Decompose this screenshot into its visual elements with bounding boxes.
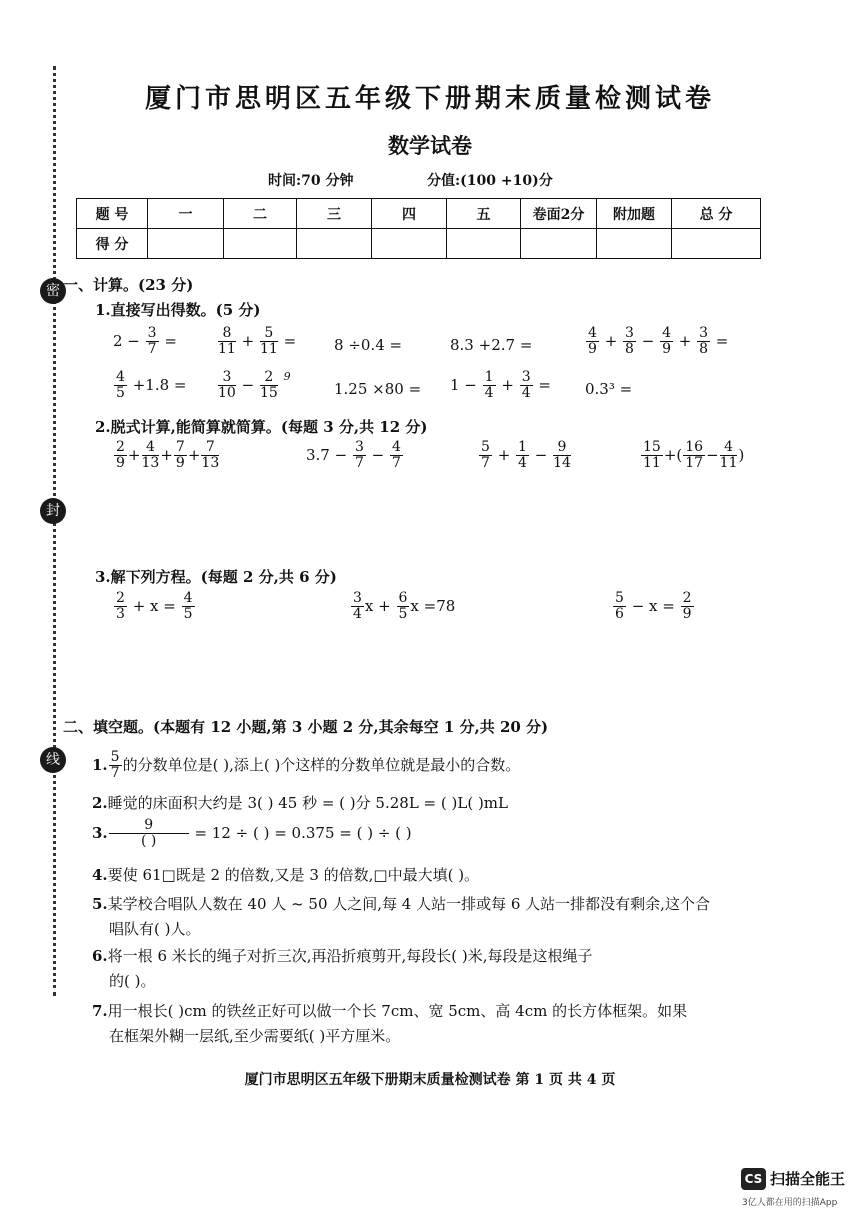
binding-dotted-line: [53, 66, 56, 996]
question-text: 睡觉的床面积大约是 3( ) 45 秒 = ( )分 5.28L = ( )L( )mL: [107, 794, 508, 812]
numerator: 2: [682, 590, 692, 606]
fraction: [146, 326, 159, 358]
question-number: 3.: [92, 823, 108, 842]
fraction: [681, 591, 694, 623]
fill-question-2: [92, 792, 508, 813]
math-text: x =78: [410, 596, 456, 615]
section-heading: 二、填空题。(本题有 12 小题,第 3 小题 2 分,其余每空 1 分,共 20 分): [63, 718, 549, 736]
fraction: [174, 440, 187, 472]
camscanner-logo-icon: CS: [741, 1168, 766, 1190]
question-text-continued: 唱队有( )人。: [109, 920, 201, 938]
table-cell: 一: [148, 199, 224, 229]
fraction: [483, 370, 496, 402]
exam-score: 分值:(100 +10)分: [427, 173, 553, 189]
math-item: [217, 326, 296, 358]
score-input-cell[interactable]: [672, 229, 761, 259]
numerator: 4: [392, 439, 401, 455]
numerator: 4: [116, 369, 125, 385]
math-item: 8.3 +2.7 =: [450, 336, 533, 354]
math-text: =: [715, 331, 729, 350]
fraction: [109, 750, 122, 782]
seal-xian: 线: [40, 747, 66, 773]
question-text: 用一根长( )cm 的铁丝正好可以做一个长 7cm、宽 5cm、高 4cm 的长方体框架。如果: [107, 1002, 688, 1020]
numerator: 4: [720, 440, 738, 456]
numerator: 5: [615, 590, 624, 606]
math-text: − x =: [631, 596, 675, 615]
denominator: 4: [518, 455, 527, 472]
fill-question-4: [92, 864, 479, 885]
question-text-continued: 在框架外糊一层纸,至少需要纸( )平方厘米。: [109, 1027, 401, 1045]
fraction: [516, 440, 529, 472]
numerator: 1: [484, 369, 494, 385]
denominator: ( ): [140, 833, 157, 850]
question-text-continued: 的( )。: [109, 972, 156, 990]
fraction: [201, 440, 219, 472]
math-text: =: [538, 375, 551, 394]
question-number: 4.: [92, 866, 108, 884]
math-item: [113, 370, 186, 402]
score-input-cell[interactable]: [148, 229, 224, 259]
numerator: 2: [116, 439, 125, 455]
numerator: 7: [201, 440, 219, 456]
question-number: 6.: [92, 947, 108, 965]
denominator: 7: [392, 455, 401, 472]
numerator: 8: [218, 326, 236, 342]
fraction: [683, 440, 705, 472]
page-subtitle: 数学试卷: [388, 133, 472, 158]
math-item: [217, 370, 291, 402]
watermark-name: 扫描全能王: [770, 1170, 846, 1188]
numerator: 3: [521, 369, 531, 385]
fraction: [109, 818, 189, 850]
fraction: [397, 591, 410, 623]
question-label: 3.解下列方程。(每题 2 分,共 6 分): [95, 568, 337, 586]
table-cell: 三: [297, 199, 372, 229]
fill-question-3: [92, 818, 412, 850]
table-cell: 题 号: [77, 199, 148, 229]
denominator: 5: [183, 606, 193, 623]
numerator: 9: [553, 440, 571, 456]
denominator: 9: [682, 606, 692, 623]
fill-question-7: [92, 1000, 687, 1021]
denominator: 3: [116, 606, 125, 623]
math-item: 1 − $\frac{1}{4}$ + $\frac{3}{4}$ =: [450, 369, 551, 402]
table-cell: 卷面2分: [521, 199, 597, 229]
question-text: 的分数单位是( ),添上( )个这样的分数单位就是最小的合数。: [122, 755, 521, 774]
equation: [113, 591, 196, 623]
fraction: [553, 440, 571, 472]
denominator: 11: [218, 341, 236, 358]
numerator: 16: [685, 439, 704, 455]
fraction: [641, 440, 663, 472]
math-item: [113, 326, 177, 358]
fraction: [390, 440, 403, 472]
denominator: 7: [481, 455, 490, 472]
math-item: $\frac{2}{9}$ + $\frac{4}{13}$ + $\frac{7}{9}$ + $\frac{7}{13}$: [116, 439, 220, 472]
numerator: 1: [518, 439, 527, 455]
denominator: 7: [110, 765, 120, 782]
fraction: [586, 326, 599, 358]
numerator: 5: [260, 326, 278, 342]
fraction: [351, 591, 364, 623]
table-cell: 总 分: [672, 199, 761, 229]
numerator: 2: [116, 590, 125, 606]
math-item: 8 ÷0.4 =: [334, 336, 403, 354]
fraction: [260, 326, 278, 358]
fraction: [520, 370, 533, 402]
page-title: 厦门市思明区五年级下册期末质量检测试卷: [144, 84, 715, 114]
math-text: −: [241, 375, 255, 394]
equation: [612, 591, 695, 623]
score-input-cell[interactable]: [297, 229, 372, 259]
numerator: 3: [353, 590, 362, 606]
numerator: 6: [398, 590, 408, 606]
question-number: 5.: [92, 895, 108, 913]
fraction: [479, 440, 492, 472]
seal-feng: 封: [40, 498, 66, 524]
numerator: 15: [643, 439, 661, 455]
score-input-cell[interactable]: [372, 229, 447, 259]
math-text: 2 −: [113, 331, 140, 350]
seal-mi: 密: [40, 278, 66, 304]
math-item: 3.7 − $\frac{3}{7}$ − $\frac{4}{7}$: [306, 439, 401, 472]
numerator: 9: [109, 818, 189, 834]
score-table-score-row: [77, 229, 761, 259]
table-cell: 二: [224, 199, 297, 229]
math-item: $\frac{4}{9}$ + $\frac{3}{8}$ − $\frac{4}{9}$ + $\frac{3}{8}$ =: [588, 325, 729, 358]
fill-question-1: [92, 750, 520, 782]
score-input-cell[interactable]: [224, 229, 297, 259]
fraction: [660, 326, 673, 358]
question-label: 2.脱式计算,能简算就简算。(每题 3 分,共 12 分): [95, 418, 428, 436]
table-cell: 得 分: [77, 229, 148, 259]
question-number: 2.: [92, 794, 108, 812]
fraction: [623, 326, 636, 358]
fraction: [218, 370, 236, 402]
numerator: 4: [662, 325, 671, 341]
denominator: 14: [553, 455, 571, 472]
denominator: 10: [218, 385, 236, 402]
question-text: = 12 ÷ ( ) = 0.375 = ( ) ÷ ( ): [194, 823, 412, 842]
numerator: 3: [147, 325, 157, 341]
numerator: 7: [175, 439, 185, 455]
denominator: 9: [116, 455, 125, 472]
question-number: 7.: [92, 1002, 108, 1020]
fraction: [142, 440, 160, 472]
denominator: 15: [259, 385, 278, 402]
question-text: 将一根 6 米长的绳子对折三次,再沿折痕剪开,每段长( )米,每段是这根绳子: [107, 947, 593, 965]
score-input-cell[interactable]: [447, 229, 521, 259]
math-text: x +: [364, 596, 391, 615]
section-heading: 一、计算。(23 分): [63, 276, 194, 294]
page-footer: 厦门市思明区五年级下册期末质量检测试卷 第 1 页 共 4 页: [244, 1072, 616, 1088]
fraction: [720, 440, 738, 472]
table-cell: 四: [372, 199, 447, 229]
denominator: 13: [141, 455, 160, 472]
fraction: [182, 591, 195, 623]
denominator: 6: [615, 606, 624, 623]
fill-question-5: [92, 893, 710, 914]
score-input-cell[interactable]: [521, 229, 597, 259]
numerator: 3: [354, 439, 364, 455]
fraction: [114, 370, 127, 402]
math-text: +1.8 =: [132, 375, 187, 394]
fraction: [114, 591, 127, 623]
watermark-tagline: 3亿人都在用的扫描App: [742, 1198, 838, 1208]
numerator: 4: [183, 590, 193, 606]
math-text: + x =: [132, 596, 176, 615]
numerator: 5: [481, 439, 490, 455]
numerator: 4: [588, 325, 597, 341]
math-item: 1.25 ×80 =: [334, 380, 422, 398]
denominator: 11: [259, 341, 278, 358]
table-cell: 五: [447, 199, 521, 229]
math-item: $\frac{15}{11}$ +( $\frac{16}{17}$ − $\frac{4}{11}$ ): [643, 439, 745, 472]
numerator: 3: [218, 370, 236, 386]
numerator: 5: [110, 749, 120, 765]
denominator: 4: [521, 385, 531, 402]
fraction: [114, 440, 127, 472]
denominator: 9: [662, 341, 671, 358]
exam-time: 时间:70 分钟: [268, 173, 354, 189]
numerator: 4: [142, 440, 160, 456]
denominator: 9: [175, 455, 185, 472]
math-item: 0.3³ =: [585, 380, 633, 398]
score-input-cell[interactable]: [597, 229, 672, 259]
numerator: 2: [260, 370, 278, 386]
denominator: 5: [398, 606, 408, 623]
fraction: [613, 591, 626, 623]
fraction: [697, 326, 710, 358]
table-cell: 附加题: [597, 199, 672, 229]
question-number: 1.: [92, 755, 108, 774]
denominator: 5: [116, 385, 125, 402]
denominator: 8: [699, 341, 709, 358]
denominator: 11: [719, 455, 738, 472]
equation: [350, 591, 455, 623]
question-text: 要使 61□既是 2 的倍数,又是 3 的倍数,□中最大填( )。: [107, 866, 480, 884]
question-text: 某学校合唱队人数在 40 人 ~ 50 人之间,每 4 人站一排或每 6 人站一排都没有剩余,这个合: [107, 895, 710, 913]
denominator: 9: [588, 341, 597, 358]
denominator: 4: [353, 606, 362, 623]
denominator: 13: [201, 455, 220, 472]
math-text: 3.7 −: [306, 445, 348, 464]
denominator: 17: [685, 455, 704, 472]
denominator: 8: [625, 341, 634, 358]
score-table: [76, 198, 761, 259]
math-text: 1 −: [450, 375, 477, 394]
math-text: =: [164, 331, 177, 350]
math-text: =: [283, 331, 297, 350]
denominator: 7: [354, 455, 364, 472]
math-text: +: [241, 331, 255, 350]
denominator: 7: [147, 341, 157, 358]
handwritten-mark: 9: [283, 370, 291, 383]
denominator: 11: [643, 455, 661, 472]
fraction: [353, 440, 366, 472]
score-table-header-row: [77, 199, 761, 229]
fraction: [218, 326, 236, 358]
numerator: 3: [699, 325, 709, 341]
numerator: 3: [625, 325, 634, 341]
fill-question-6: [92, 945, 593, 966]
math-item: $\frac{5}{7}$ + $\frac{1}{4}$ − $\frac{9}{14}$: [481, 439, 571, 472]
question-label: 1.直接写出得数。(5 分): [95, 301, 261, 319]
fraction: [260, 370, 278, 402]
denominator: 4: [484, 385, 494, 402]
